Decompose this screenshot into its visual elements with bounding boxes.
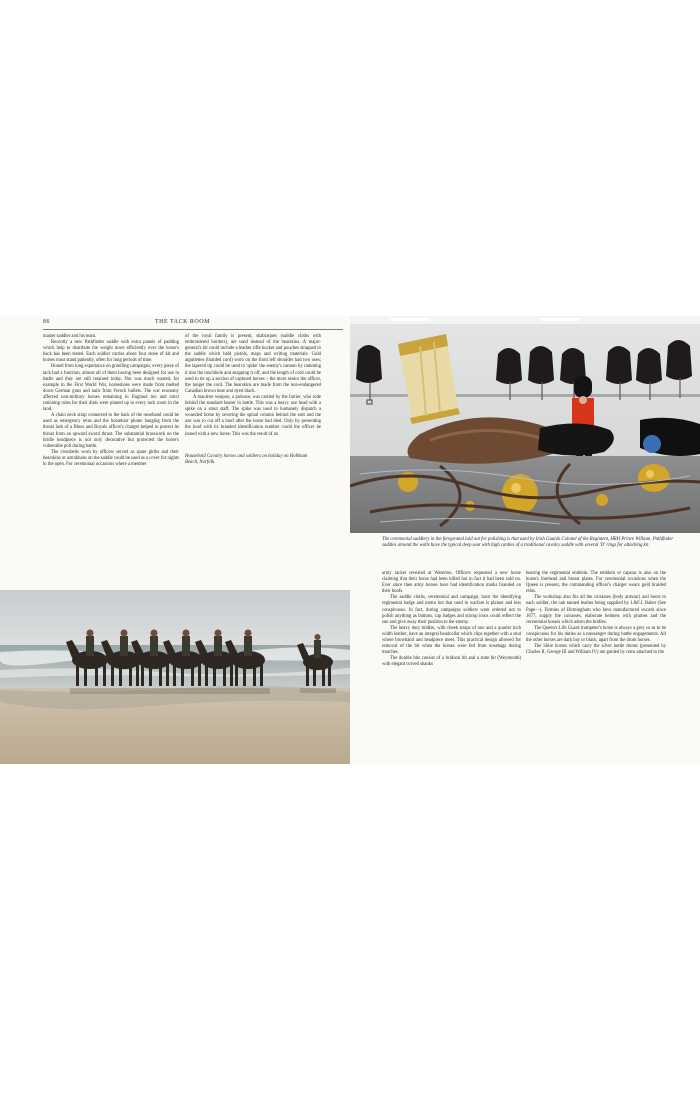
paragraph: The crossbelts worn by officers served as spare girths and their bearskins or astrakhans on the saddle could be used as a cover for nights in the open. For ceremonial occasions where a member (43, 449, 179, 467)
beach-cavalry-photo (0, 590, 350, 764)
paragraph: The saddle cloths, ceremonial and campaign, have the identifying regimental badge and motto but that used in warfare is plainer and less conspicuous. In fact, during campaigns soldiers were ordered not to polish anything as buttons, cap badges and stirrup irons could reflect the sun and give away their position to the enemy. (382, 595, 521, 625)
paragraph: of the royal family is present, shabraques (saddle cloths with embroidered borders), are used instead of the bearskins. A major-general's kit could include a leather rifle bucket and pouches strapped to the saddle which held pistols, maps and writing materials. Gold aiguilettes (braided cord) worn on the front left shoulder had two uses; the tapered tip could be used to 'spike' the enemy's cannon by ramming it into the touchhole and snapping it off, and the length of cord could be used to tie up a section of captured horses – the more senior the officer, the longer the cord. The bearskins are made from the non-endangered Canadian brown bear and dyed black. (185, 334, 321, 394)
paragraph: bearing the regimental emblem. The emblem or capstar is also on the horse's forehead and breast plates. For ceremonial occasions when the Queen is present, the commanding officer's charger wears gold braided reins. (526, 571, 666, 595)
paragraph: Honed from long experience on gruelling campaigns, every piece of tack had a function, almost all of them having been designed for use in battle and they are still retained today. Nor was much wasted, for example in the First World War, horseshoes were made from melted down German guns and nails from French bullets. The war economy affected non-military horses remaining in England too and strict rationing rules for their diets were pinned up in every tack room in the land. (43, 364, 179, 413)
paragraph: master saddler and his team. (43, 334, 97, 339)
tack-room-photo (350, 316, 700, 533)
running-head: THE TACK ROOM (155, 319, 210, 325)
right-column-2 (526, 571, 666, 656)
paragraph: A chain neck strap connected to the back of the noseband could be used as emergency reins and the horsehair plume hanging from the throat lash of a Blues and Royals officer's charger helped to protect its throat from an upward sword thrust. The substantial brasswork on the bridle headpiece is not only decorative but protected the horse's vulnerable poll during battle. (43, 413, 179, 449)
left-column-2 (185, 334, 321, 466)
paragraph: A macabre weapon, a poleaxe, was carried by the farrier, who rode behind the standard bearer in battle. This was a heavy axe head with a spike on a stout staff. The spike was used to humanely dispatch a wounded horse by severing the spinal column behind the ears and the axe was to cut off a hoof after the horse had died. Only by presenting the hoof with its branded identification number could the officer be issued with a new horse. This was the result of an (185, 394, 321, 437)
header-rule (43, 329, 343, 330)
right-column-1 (382, 571, 521, 669)
beach-photo-caption: Household Cavalry horses and soldiers on holiday on Holkham Beach, Norfolk. (185, 453, 308, 465)
tack-room-photo-caption: The ceremonial saddlery in the foreground laid out for polishing is that used by Irish Guards Colonel of the Regiment, HRH Prince William. Pathfinder saddles around the walls have the typical deep seat with high cantles of a traditional cavalry saddle with several 'D' rings for attaching kit. (382, 537, 674, 549)
right-page (350, 316, 700, 764)
book-spread (0, 316, 700, 764)
page-number: 86 (43, 319, 50, 325)
paragraph: The Queen's Life Guard trumpeter's horse is always a grey so as to be conspicuous for his duties as a messenger during battle engagements. All the other horses are dark bay or black, apart from the drum horses. (526, 625, 666, 644)
paragraph: The double bits consist of a bridoon bit and a state bit (Weymouth) with elegant curved shanks (382, 656, 521, 668)
paragraph: The workshop also fits all the cuirasses (body armour) and boots to each soldier, the oak tanned leather being supplied by J.&F.J. Baker (See Page—). Firmins of Birmingham who have manufactured swords since 1677, supply the cuirasses, elaborate helmets with plumes and the ceremonial bosses which adorn the bridles. (526, 595, 666, 625)
left-column-1 (43, 334, 179, 468)
left-page (0, 316, 350, 764)
paragraph: The heavy duty bridles, with cheek straps of one and a quarter inch width leather, have an integral headcollar which clips together with a stud where browband and headpiece meet. This practical design allowed for removal of the bit when the horses were fed from nosebags during marches. (382, 625, 521, 656)
paragraph: The Shire horses which carry the silver kettle drums (presented by Charles II, George III and William IV) are guided by reins attached to the (526, 644, 666, 656)
paragraph: army racket revealed at Waterloo. Officers requested a new horse claiming that their horse had been killed but in fact it had been sold on. Ever since then army horses have had identification marks branded on their hoofs. (382, 571, 521, 595)
paragraph: Recently a new Pathfinder saddle with extra panels of padding which help to distribute the weight more efficiently over the horse's back has been tested. Each soldier carries about four stone of kit and horses must stand patiently, often for long periods of time. (43, 340, 179, 364)
